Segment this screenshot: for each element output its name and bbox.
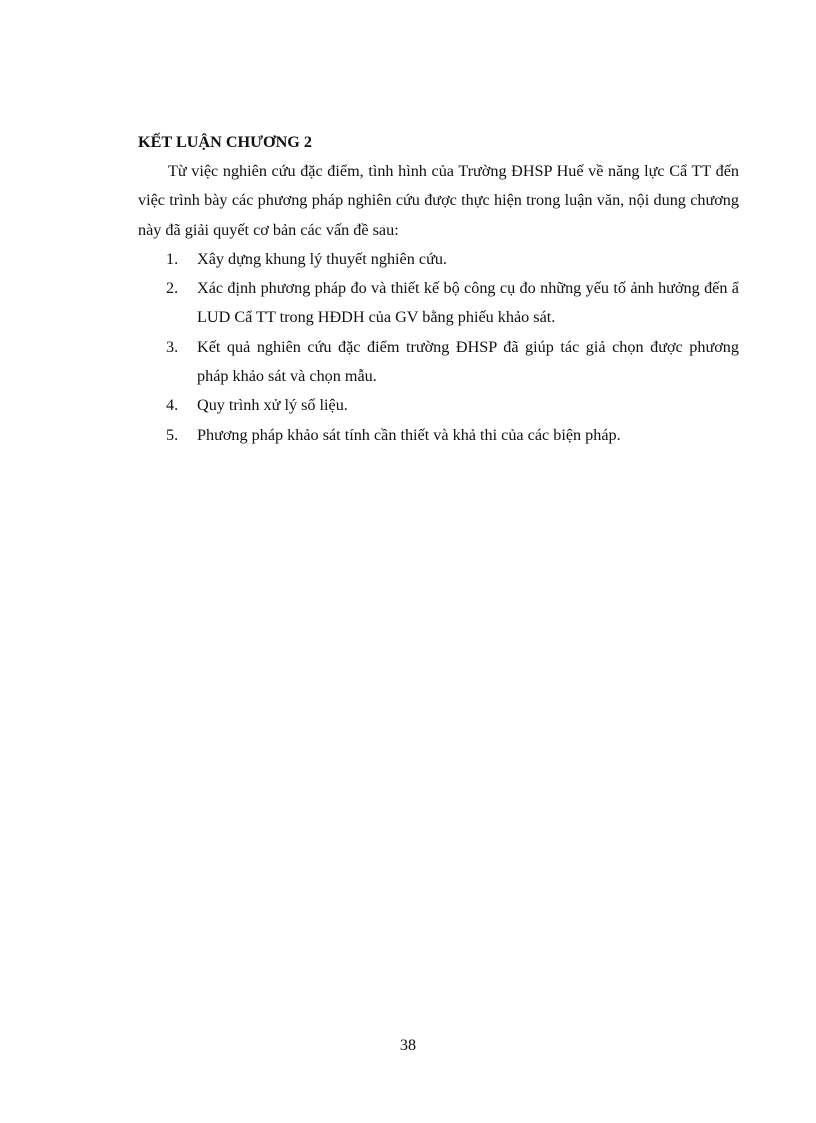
list-item-text: Kết quả nghiên cứu đặc điểm trường ĐHSP đã giúp tác giả chọn được phương pháp khảo sát và chọn mẫu.	[197, 337, 739, 386]
page-number: 38	[399, 1036, 417, 1054]
list-item-text: Xác định phương pháp đo và thiết kế bộ công cụ đo những yếu tố ảnh hưởng đến ẩ LUD Cẩ TT trong HĐDH của GV bằng phiếu khảo sát.	[197, 279, 739, 327]
list-item-number: 2.	[166, 279, 179, 298]
list-item-text: Phương pháp khảo sát tính cần thiết và khả thi của các biện pháp.	[197, 425, 621, 444]
list-item	[138, 333, 739, 392]
conclusion-list	[138, 245, 739, 450]
list-item	[138, 421, 739, 450]
list-item-number: 3.	[166, 337, 179, 356]
list-item	[138, 245, 739, 274]
list-item-text: Quy trình xử lý số liệu.	[197, 396, 348, 415]
list-item	[138, 274, 739, 333]
chapter-conclusion-heading: KẾT LUẬN CHƯƠNG 2	[138, 133, 313, 151]
page-content	[138, 132, 739, 450]
list-item-number: 1.	[166, 249, 179, 268]
list-item	[138, 391, 739, 420]
intro-paragraph: Từ việc nghiên cứu đặc điểm, tình hình của Trường ĐHSP Huế về năng lực Cẩ TT đến việc trình bày các phương pháp nghiên cứu được thực hiện trong luận văn, nội dung chương này đã giải quyết cơ bản các vấn đề sau:	[138, 162, 739, 239]
list-item-number: 5.	[166, 425, 179, 444]
list-item-number: 4.	[166, 396, 179, 415]
list-item-text: Xây dựng khung lý thuyết nghiên cứu.	[197, 249, 447, 268]
